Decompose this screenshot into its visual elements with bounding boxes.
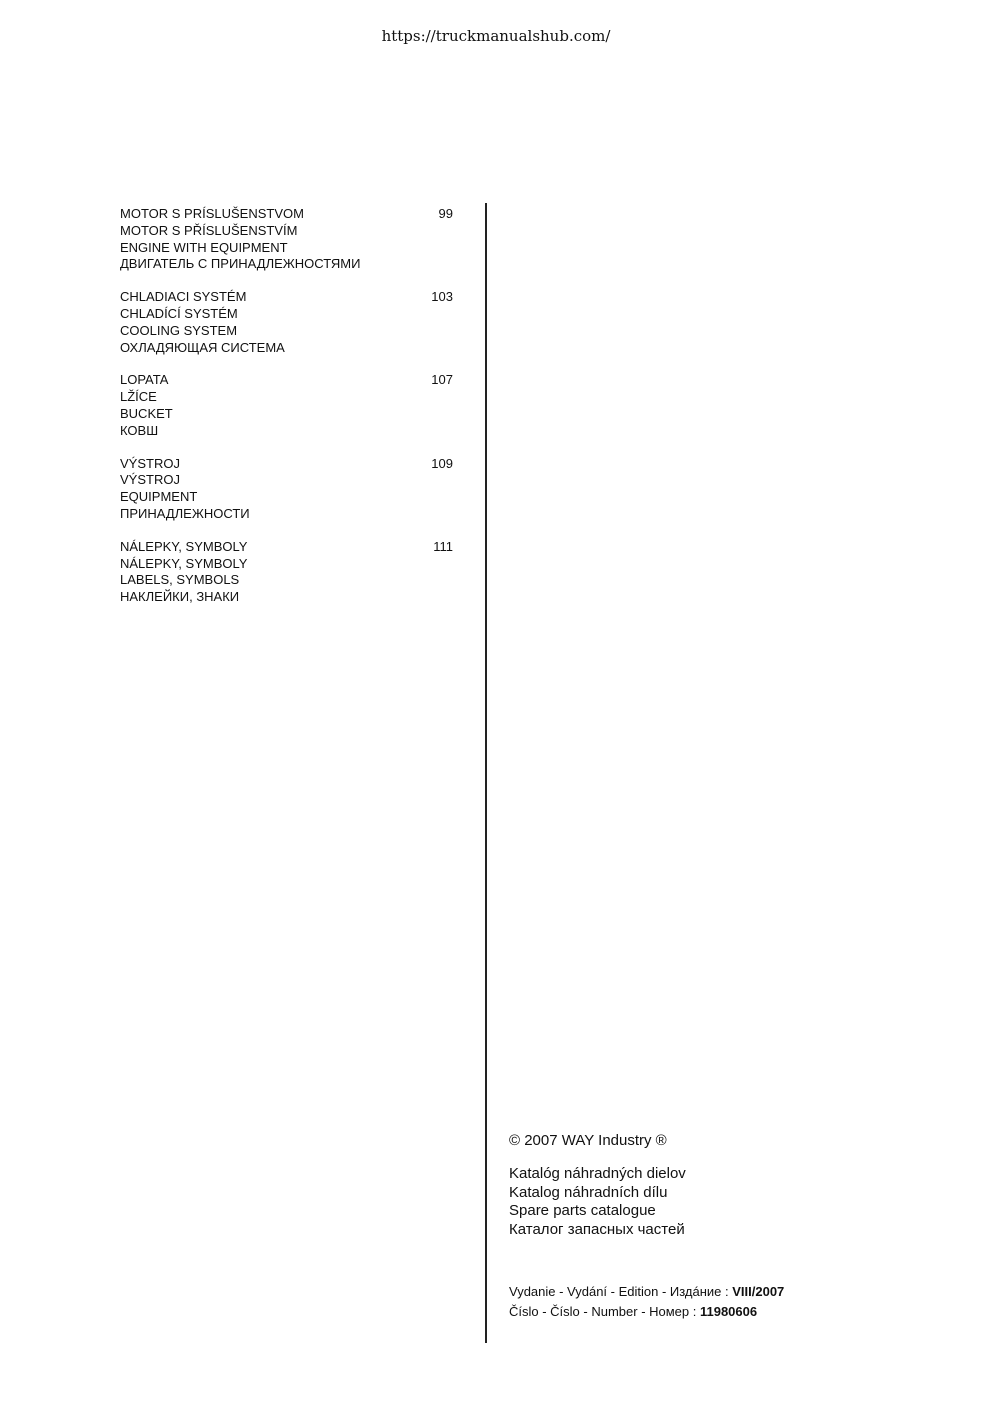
toc-title-ru: НАКЛЕЙКИ, ЗНАКИ bbox=[120, 589, 240, 605]
table-of-contents bbox=[120, 206, 460, 622]
edition-info bbox=[509, 1282, 784, 1322]
toc-title-en: LABELS, SYMBOLS bbox=[120, 572, 240, 588]
toc-page-number: 111 bbox=[433, 538, 453, 554]
catalogue-title-cz: Katalog náhradních dílu bbox=[509, 1183, 668, 1201]
toc-page-number: 107 bbox=[431, 372, 453, 388]
toc-section-labels[interactable] bbox=[120, 539, 460, 606]
toc-title-ru: ДВИГАТЕЛЬ С ПРИНАДЛЕЖНОСТЯМИ bbox=[120, 256, 361, 272]
toc-title-en: EQUIPMENT bbox=[120, 489, 198, 505]
number-line bbox=[509, 1302, 784, 1322]
toc-section-cooling[interactable] bbox=[120, 289, 460, 356]
vertical-divider bbox=[485, 203, 487, 1343]
catalogue-titles bbox=[509, 1165, 686, 1239]
toc-title-cz: CHLADÍCÍ SYSTÉM bbox=[120, 305, 238, 321]
edition-line bbox=[509, 1282, 784, 1302]
toc-title-sk: VÝSTROJ bbox=[120, 455, 180, 471]
catalogue-title-ru: Каталог запасных частей bbox=[509, 1220, 685, 1238]
toc-title-ru: КОВШ bbox=[120, 422, 159, 438]
catalogue-title-sk: Katalóg náhradných dielov bbox=[509, 1165, 686, 1182]
edition-value: VIII/2007 bbox=[732, 1284, 785, 1299]
toc-section-equipment[interactable] bbox=[120, 456, 460, 523]
toc-title-cz: LŽÍCE bbox=[120, 389, 157, 405]
toc-page-number: 99 bbox=[438, 206, 453, 221]
catalogue-title-en: Spare parts catalogue bbox=[509, 1202, 656, 1219]
toc-section-engine[interactable] bbox=[120, 206, 460, 273]
toc-title-en: ENGINE WITH EQUIPMENT bbox=[120, 239, 288, 255]
toc-title-en: COOLING SYSTEM bbox=[120, 322, 238, 338]
toc-title-sk: CHLADIACI SYSTÉM bbox=[120, 289, 247, 305]
colophon bbox=[509, 1131, 686, 1239]
copyright-notice: © 2007 WAY Industry ® bbox=[509, 1132, 667, 1149]
toc-title-en: BUCKET bbox=[120, 405, 173, 421]
toc-title-sk: MOTOR S PRÍSLUŠENSTVOM bbox=[120, 206, 304, 221]
number-value: 11980606 bbox=[699, 1304, 758, 1319]
toc-title-cz: NÁLEPKY, SYMBOLY bbox=[120, 555, 248, 571]
toc-title-cz: MOTOR S PŘÍSLUŠENSTVÍM bbox=[120, 222, 298, 238]
toc-title-sk: LOPATA bbox=[120, 372, 169, 388]
number-label: Číslo - Číslo - Number - Номер : bbox=[509, 1304, 700, 1319]
toc-title-ru: ПРИНАДЛЕЖНОСТИ bbox=[120, 505, 250, 521]
toc-page-number: 103 bbox=[431, 289, 453, 305]
toc-page-number: 109 bbox=[431, 455, 453, 471]
toc-title-sk: NÁLEPKY, SYMBOLY bbox=[120, 538, 248, 554]
edition-label: Vydanie - Vydání - Edition - Издáние : bbox=[509, 1284, 733, 1299]
toc-title-cz: VÝSTROJ bbox=[120, 472, 180, 488]
toc-title-ru: ОХЛАДЯЮЩАЯ СИСТЕМА bbox=[120, 339, 285, 355]
toc-section-bucket[interactable] bbox=[120, 372, 460, 439]
source-url[interactable]: https://truckmanualshub.com/ bbox=[381, 27, 611, 45]
